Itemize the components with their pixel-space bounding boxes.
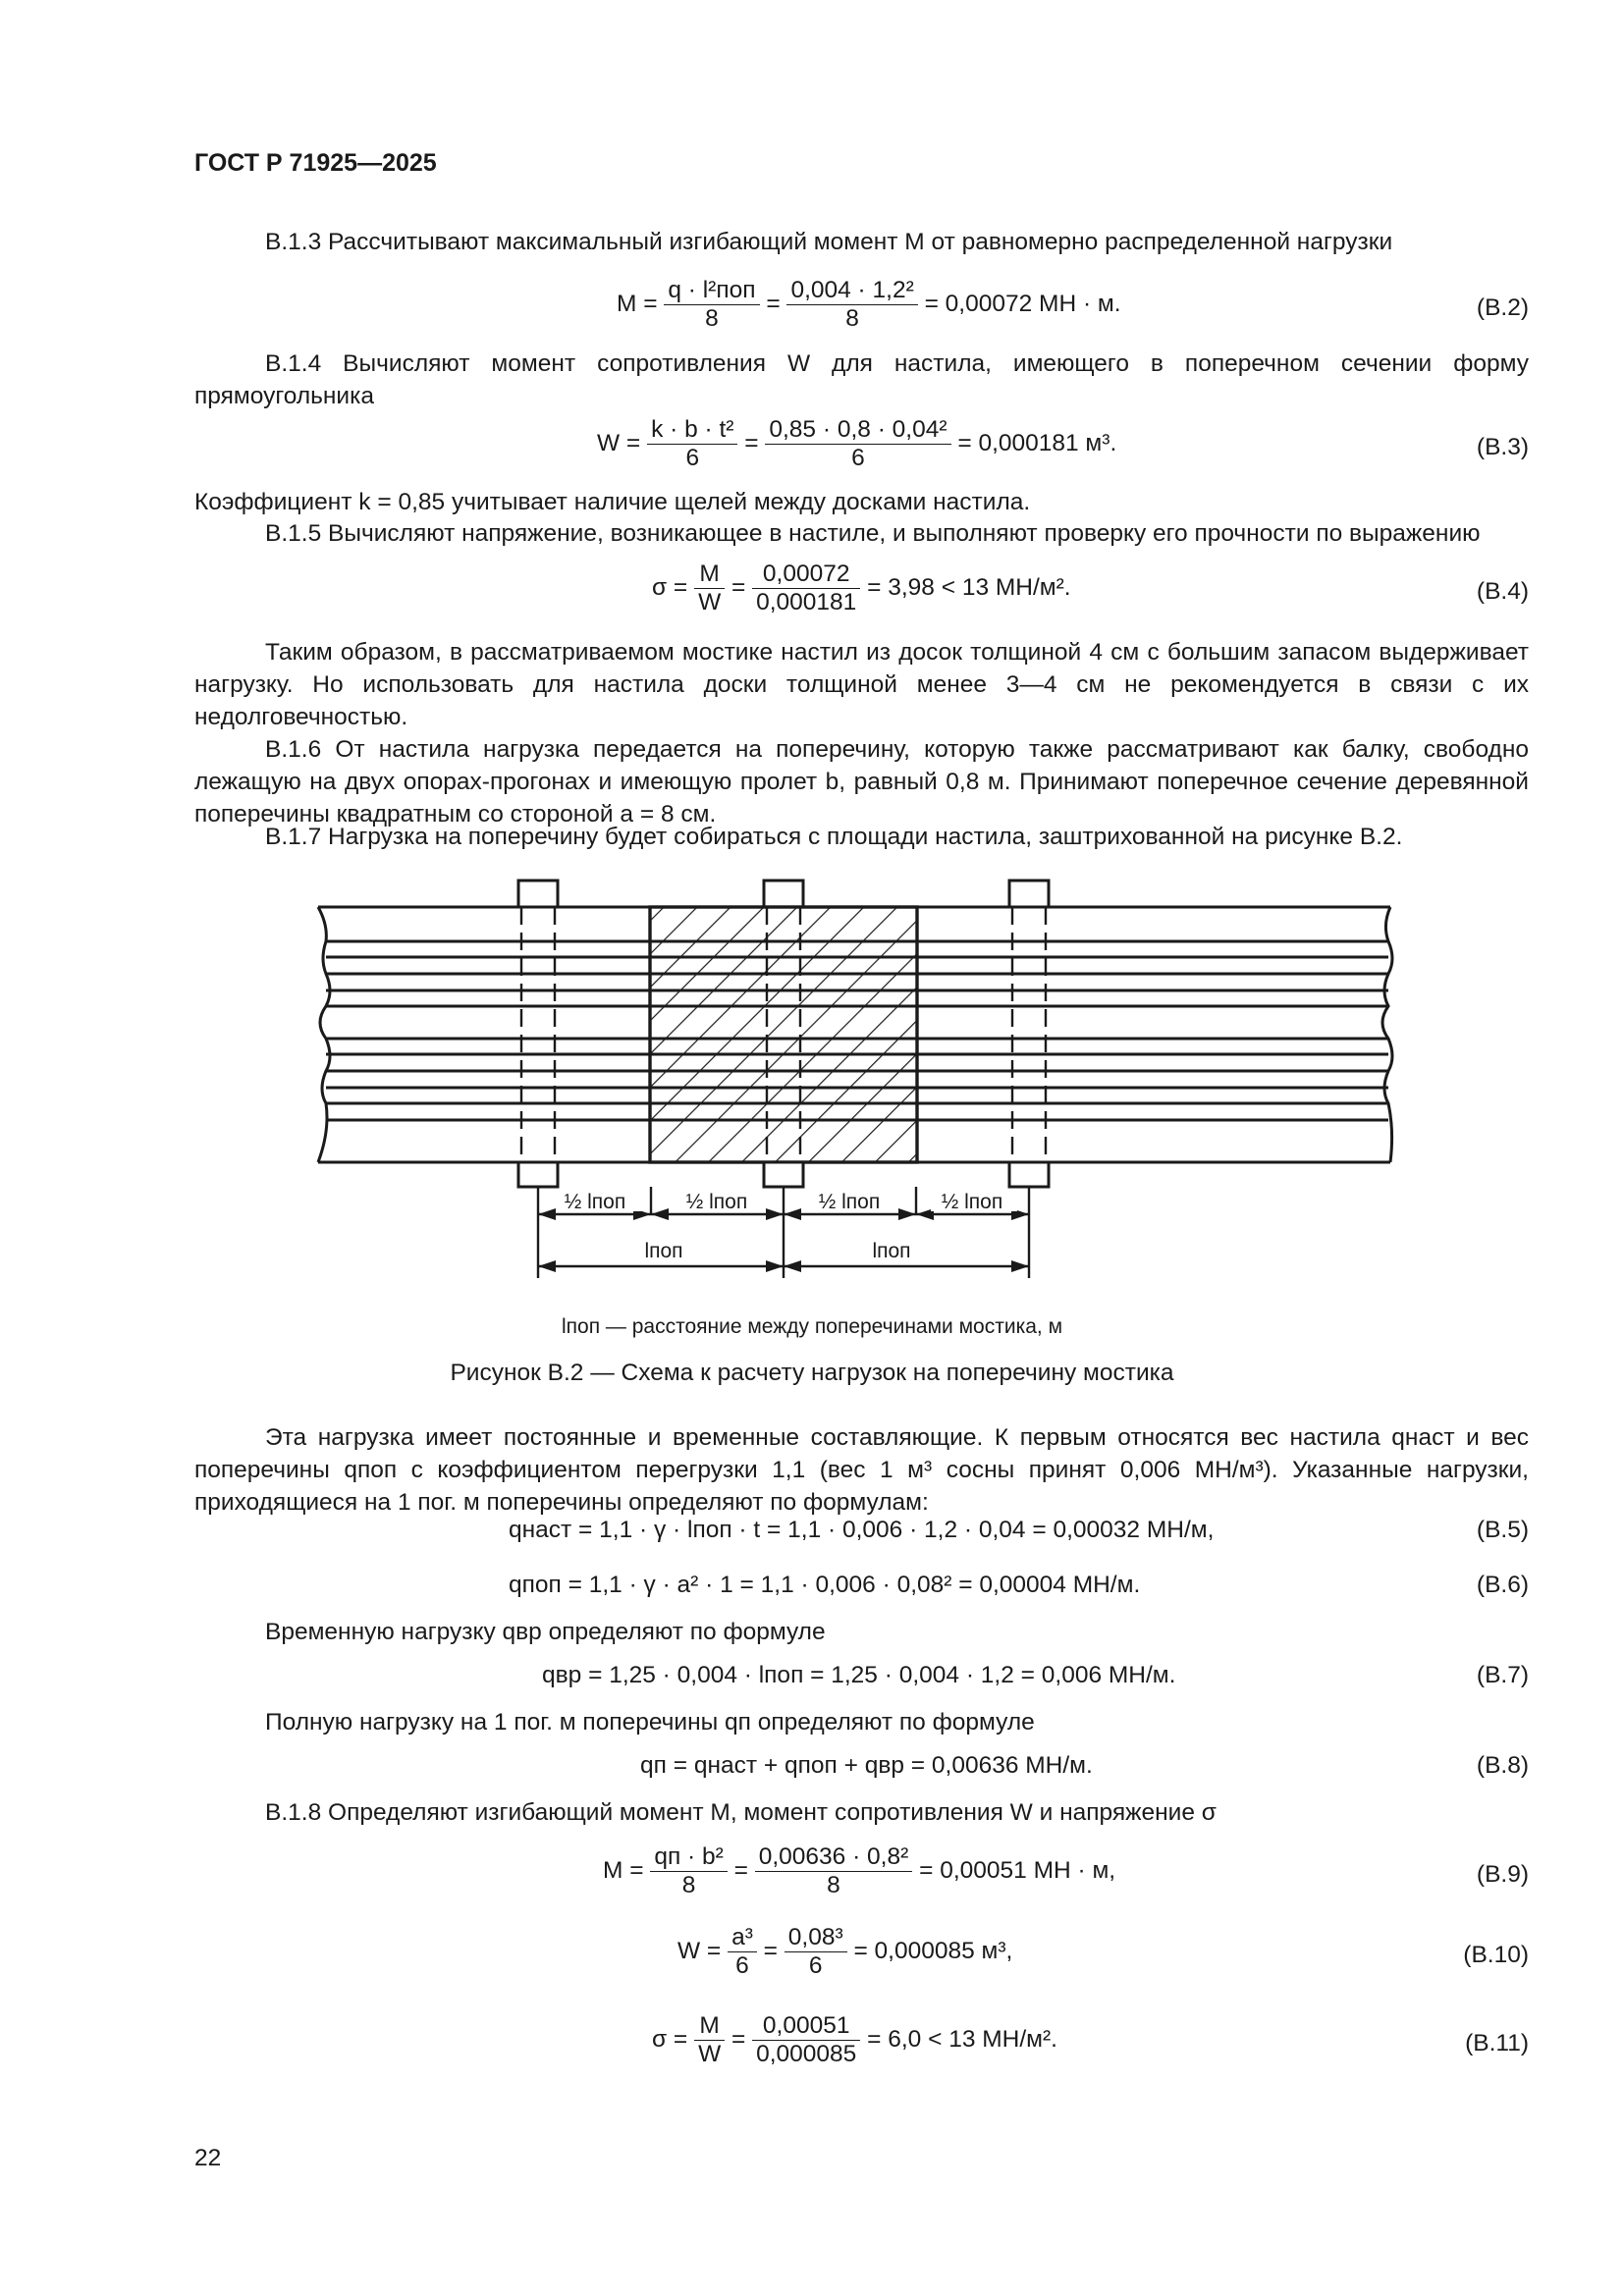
- equation-b6: qпоп = 1,1 · γ · a² · 1 = 1,1 · 0,006 · 0,08² = 0,00004 МН/м.: [509, 1572, 1141, 1598]
- equation-b10: W = $\frac{\text{a³}}{6}$ = $\frac{\text{0,08³}}{6}$ = 0,000085 м³,: [677, 1924, 1013, 1979]
- equation-number-b8: (В.8): [1476, 1752, 1529, 1779]
- dim-label-full-2: lпоп: [872, 1240, 911, 1262]
- dim-label-half-4: ½ lпоп: [941, 1191, 1003, 1213]
- para-b15: В.1.5 Вычисляют напряжение, возникающее в настиле, и выполняют проверку его прочности по выражению: [265, 520, 1481, 547]
- para-poln: Полную нагрузку на 1 пог. м поперечины qп определяют по формуле: [265, 1709, 1035, 1735]
- para-koef: Коэффициент k = 0,85 учитывает наличие щелей между досками настила.: [194, 489, 1031, 515]
- equation-b2: M = $\frac{\text{q · l²поп}}{8}$ = $\frac{\text{0,004 · 1,2²}}{8}$ = 0,00072 МН · м.: [617, 277, 1121, 332]
- equation-b3: W = $\frac{\text{k · b · t²}}{6}$ = $\frac{\text{0,85 · 0,8 · 0,04²}}{6}$ = 0,000181 м³.: [597, 416, 1117, 471]
- para-takim: Таким образом, в рассматриваемом мостике настил из досок толщиной 4 см с большим запасом выдерживает нагрузку. Но использовать для настила доски толщиной менее 3—4 см не рекомендуется в связи с их недолговечностью.: [194, 639, 1529, 730]
- dim-label-half-3: ½ lпоп: [818, 1191, 881, 1213]
- equation-number-b2: (В.2): [1476, 294, 1529, 321]
- equation-number-b10: (В.10): [1463, 1942, 1529, 1968]
- equation-number-b7: (В.7): [1476, 1662, 1529, 1688]
- equation-b9: M = $\frac{\text{qп · b²}}{8}$ = $\frac{\text{0,00636 · 0,8²}}{8}$ = 0,00051 МН · м,: [603, 1843, 1116, 1898]
- equation-b4: σ = $\frac{M}{W}$ = $\frac{0,00072}{0,000181}$ = 3,98 < 13 МН/м².: [652, 561, 1071, 615]
- para-vrem: Временную нагрузку qвр определяют по формуле: [265, 1619, 826, 1645]
- equation-number-b6: (В.6): [1476, 1572, 1529, 1598]
- equation-b7: qвр = 1,25 · 0,004 · lпоп = 1,25 · 0,004 · 1,2 = 0,006 МН/м.: [542, 1662, 1176, 1688]
- equation-b8: qп = qнаст + qпоп + qвр = 0,00636 МН/м.: [640, 1752, 1093, 1779]
- dim-label-half-2: ½ lпоп: [685, 1191, 748, 1213]
- para-b13: В.1.3 Рассчитывают максимальный изгибающий момент M от равномерно распределенной нагрузки: [265, 229, 1393, 255]
- hatched-load-area: [650, 907, 917, 1162]
- equation-number-b4: (В.4): [1476, 578, 1529, 605]
- equation-number-b5: (В.5): [1476, 1517, 1529, 1543]
- para-b16: В.1.6 От настила нагрузка передается на поперечину, которую также рассматривают как балку, свободно лежащую на двух опорах-прогонах и имеющую пролет b, равный 0,8 м. Принимают поперечное сечение деревянной поперечины квадратным со стороной a = 8 см.: [194, 736, 1529, 828]
- equation-number-b11: (В.11): [1465, 2030, 1529, 2056]
- equation-number-b9: (В.9): [1476, 1861, 1529, 1888]
- dim-label-full-1: lпоп: [644, 1240, 683, 1262]
- figure-caption: Рисунок В.2 — Схема к расчету нагрузок на поперечину мостика: [450, 1360, 1174, 1386]
- para-b18: В.1.8 Определяют изгибающий момент M, момент сопротивления W и напряжение σ: [265, 1799, 1217, 1826]
- equation-b11: σ = $\frac{M}{W}$ = $\frac{0,00051}{0,000085}$ = 6,0 < 13 МН/м².: [652, 2012, 1057, 2067]
- para-b14: В.1.4 Вычисляют момент сопротивления W для настила, имеющего в поперечном сечении форму прямоугольника: [194, 350, 1529, 409]
- equation-b5: qнаст = 1,1 · γ · lпоп · t = 1,1 · 0,006 · 1,2 · 0,04 = 0,00032 МН/м,: [509, 1517, 1215, 1543]
- para-b17: В.1.7 Нагрузка на поперечину будет собираться с площади настила, заштрихованной на рисунке В.2.: [265, 824, 1403, 850]
- document-header: ГОСТ Р 71925—2025: [194, 149, 437, 177]
- para-eta: Эта нагрузка имеет постоянные и временные составляющие. К первым относятся вес настила qнаст и вес поперечины qпоп с коэффициентом перегрузки 1,1 (вес 1 м³ сосны принят 0,006 МН/м³). Указанные нагрузки, приходящиеся на 1 пог. м поперечины определяют по формулам:: [194, 1424, 1529, 1516]
- equation-number-b3: (В.3): [1476, 434, 1529, 460]
- dim-label-half-1: ½ lпоп: [564, 1191, 626, 1213]
- figure-b2-diagram: [304, 866, 1404, 1298]
- page-number: 22: [194, 2145, 222, 2171]
- figure-legend: lпоп — расстояние между поперечинами мостика, м: [561, 1315, 1063, 1338]
